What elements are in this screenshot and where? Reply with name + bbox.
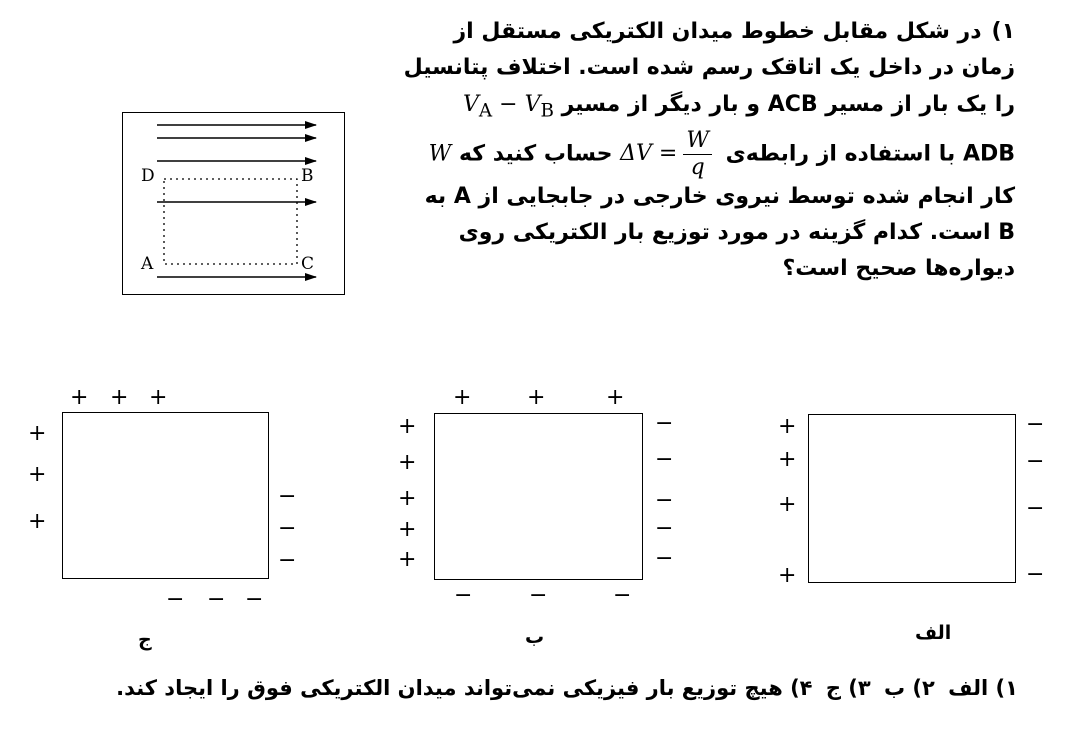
question-line-3 (375, 87, 1015, 130)
option-be-right-sign: − (655, 546, 674, 571)
option-jim-bottom-sign: − (166, 587, 185, 612)
option-jim-left-sign: + (28, 421, 47, 446)
option-jim-right-sign: − (278, 516, 297, 541)
point-b-label: B (301, 166, 314, 186)
option-be-left-sign: + (398, 486, 417, 511)
option-be-left-sign: + (398, 414, 417, 439)
option-alef-right-sign: − (1026, 562, 1045, 587)
answer-choices (60, 676, 1018, 700)
option-alef-right-sign: − (1026, 449, 1045, 474)
option-be-top-sign: + (606, 385, 625, 410)
option-jim-right-sign: − (278, 484, 297, 509)
option-be-left-sign: + (398, 517, 417, 542)
question-text (375, 14, 1015, 288)
answer-choice-4[interactable]: ۴) هیچ توزیع بار فیزیکی نمی‌تواند میدان الکتریکی فوق را ایجاد کند. (116, 676, 813, 700)
point-a-label: A (141, 254, 154, 274)
option-jim-left-sign: + (28, 509, 47, 534)
answer-choice-3[interactable]: ۳) ج (825, 676, 871, 700)
option-jim-left-sign: + (28, 462, 47, 487)
question-line-1 (375, 14, 1015, 50)
option-be-box (434, 413, 643, 580)
option-be-top-sign: + (527, 385, 546, 410)
option-be-label: ب (525, 626, 545, 648)
answer-choice-2[interactable]: ۲) ب (884, 676, 935, 700)
option-jim-bottom-sign: − (207, 587, 226, 612)
option-alef-left-sign: + (778, 492, 797, 517)
option-be-left-sign: + (398, 547, 417, 572)
potential-difference-formula: $V_A - V_B$ (463, 91, 554, 122)
w-over-q-fraction: $\frac{W}{q}$ (683, 130, 712, 179)
option-alef-box (808, 414, 1016, 583)
option-jim-right-sign: − (278, 548, 297, 573)
option-jim-top-sign: + (149, 385, 168, 410)
question-number: ۱) (991, 19, 1015, 44)
option-alef-left-sign: + (778, 447, 797, 472)
question-line-4 (375, 127, 1015, 180)
point-c-label: C (301, 254, 315, 274)
question-line-4-text-b: حساب کنید که (458, 141, 613, 167)
option-jim-box (62, 412, 269, 579)
option-be-right-sign: − (655, 516, 674, 541)
answer-choice-1[interactable]: ۱) الف (948, 676, 1018, 700)
option-alef-label: الف (915, 622, 952, 644)
question-line-4-text-a: ADB با استفاده از رابطه‌ی (725, 141, 1015, 167)
option-alef-left-sign: + (778, 414, 797, 439)
question-line-7: دیواره‌ها صحیح است؟ (782, 256, 1015, 282)
option-alef-left-sign: + (778, 563, 797, 588)
option-jim-top-sign: + (70, 385, 89, 410)
option-be-bottom-sign: − (529, 583, 548, 608)
option-alef-right-sign: − (1026, 496, 1045, 521)
option-be-right-sign: − (655, 411, 674, 436)
option-alef-right-sign: − (1026, 412, 1045, 437)
work-symbol: W (428, 141, 452, 167)
question-line-2: زمان در داخل یک اتاقک رسم شده است. اختلاف پتانسیل (403, 55, 1015, 81)
option-be-left-sign: + (398, 450, 417, 475)
option-be-right-sign: − (655, 488, 674, 513)
option-be-top-sign: + (453, 385, 472, 410)
option-be-bottom-sign: − (454, 583, 473, 608)
question-line-5: کار انجام شده توسط نیروی خارجی در جابجایی از A به (424, 183, 1015, 209)
option-be-bottom-sign: − (613, 583, 632, 608)
point-d-label: D (141, 166, 155, 186)
option-jim-top-sign: + (110, 385, 129, 410)
question-line-6: B است. کدام گزینه در مورد توزیع بار الکتریکی روی (458, 220, 1015, 246)
field-lines-figure (122, 112, 345, 295)
option-be-right-sign: − (655, 447, 674, 472)
option-jim-bottom-sign: − (245, 587, 264, 612)
delta-v-formula: ΔV = $\frac{W}{q}$ (620, 141, 718, 166)
question-line-1-text: در شکل مقابل خطوط میدان الکتریکی مستقل از (453, 19, 982, 44)
option-jim-label: ج (138, 629, 152, 651)
question-line-3-text: را یک بار از مسیر ACB و بار دیگر از مسیر (561, 91, 1015, 117)
path-rectangle-adbc (164, 179, 297, 264)
